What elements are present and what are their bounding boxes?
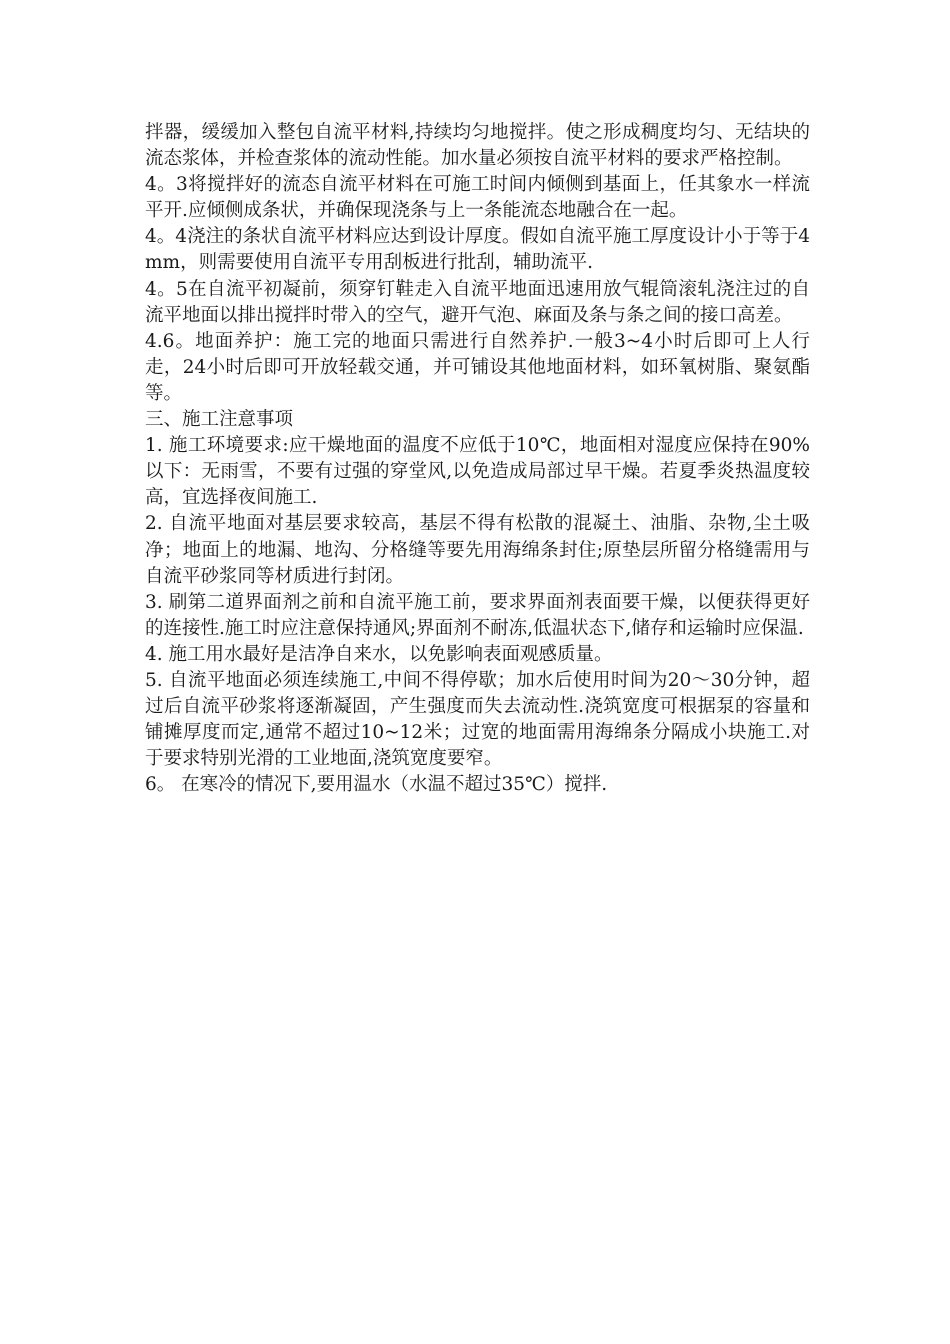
paragraph-precaution-6: 6。 在寒冷的情况下,要用温水（水温不超过35℃）搅拌. [145,774,608,796]
paragraph-precaution-5: 5. 自流平地面必须连续施工,中间不得停歇；加水后使用时间为20～30分钟，超过后自流平砂浆将逐渐凝固，产生强度而失去流动性.浇筑宽度可根据泵的容量和铺摊厚度而定,通常不超过10~12米；过宽的地面需用海绵条分隔成小块施工.对于要求特别光滑的工业地面,浇筑宽度要窄。 [145,669,810,770]
paragraph-step-4-5: 4。5在自流平初凝前，须穿钉鞋走入自流平地面迅速用放气辊筒滚轧浇注过的自流平地面以排出搅拌时带入的空气，避开气泡、麻面及条与条之间的接口高差。 [145,278,810,326]
paragraph-precaution-4: 4. 施工用水最好是洁净自来水，以免影响表面观感质量。 [145,643,613,665]
paragraph-step-4-3: 4。3将搅拌好的流态自流平材料在可施工时间内倾侧到基面上，任其象水一样流平开.应倾侧成条状，并确保现浇条与上一条能流态地融合在一起。 [145,174,810,222]
section-heading-precautions: 三、施工注意事项 [145,409,294,431]
document-body [145,120,810,798]
paragraph-precaution-3: 3. 刷第二道界面剂之前和自流平施工前，要求界面剂表面要干燥，以便获得更好的连接性.施工时应注意保持通风;界面剂不耐冻,低温状态下,储存和运输时应保温. [145,591,810,639]
paragraph-precaution-2: 2. 自流平地面对基层要求较高，基层不得有松散的混凝土、油脂、杂物,尘土吸净；地面上的地漏、地沟、分格缝等要先用海绵条封住;原垫层所留分格缝需用与自流平砂浆同等材质进行封闭。 [145,513,810,587]
paragraph-step-4-4: 4。4浇注的条状自流平材料应达到设计厚度。假如自流平施工厚度设计小于等于4mm，则需要使用自流平专用刮板进行批刮，辅助流平. [145,226,810,274]
paragraph-mixing-continued: 拌器，缓缓加入整包自流平材料,持续均匀地搅拌。使之形成稠度均匀、无结块的流态浆体，并检查浆体的流动性能。加水量必须按自流平材料的要求严格控制。 [145,122,810,170]
paragraph-precaution-1: 1. 施工环境要求:应干燥地面的温度不应低于10℃，地面相对湿度应保持在90%以下：无雨雪，不要有过强的穿堂风,以免造成局部过早干燥。若夏季炎热温度较高，宜选择夜间施工. [145,435,810,509]
paragraph-step-4-6: 4.6。地面养护：施工完的地面只需进行自然养护.一般3~4小时后即可上人行走，24小时后即可开放轻载交通，并可铺设其他地面材料，如环氧树脂、聚氨酯等。 [145,330,810,404]
